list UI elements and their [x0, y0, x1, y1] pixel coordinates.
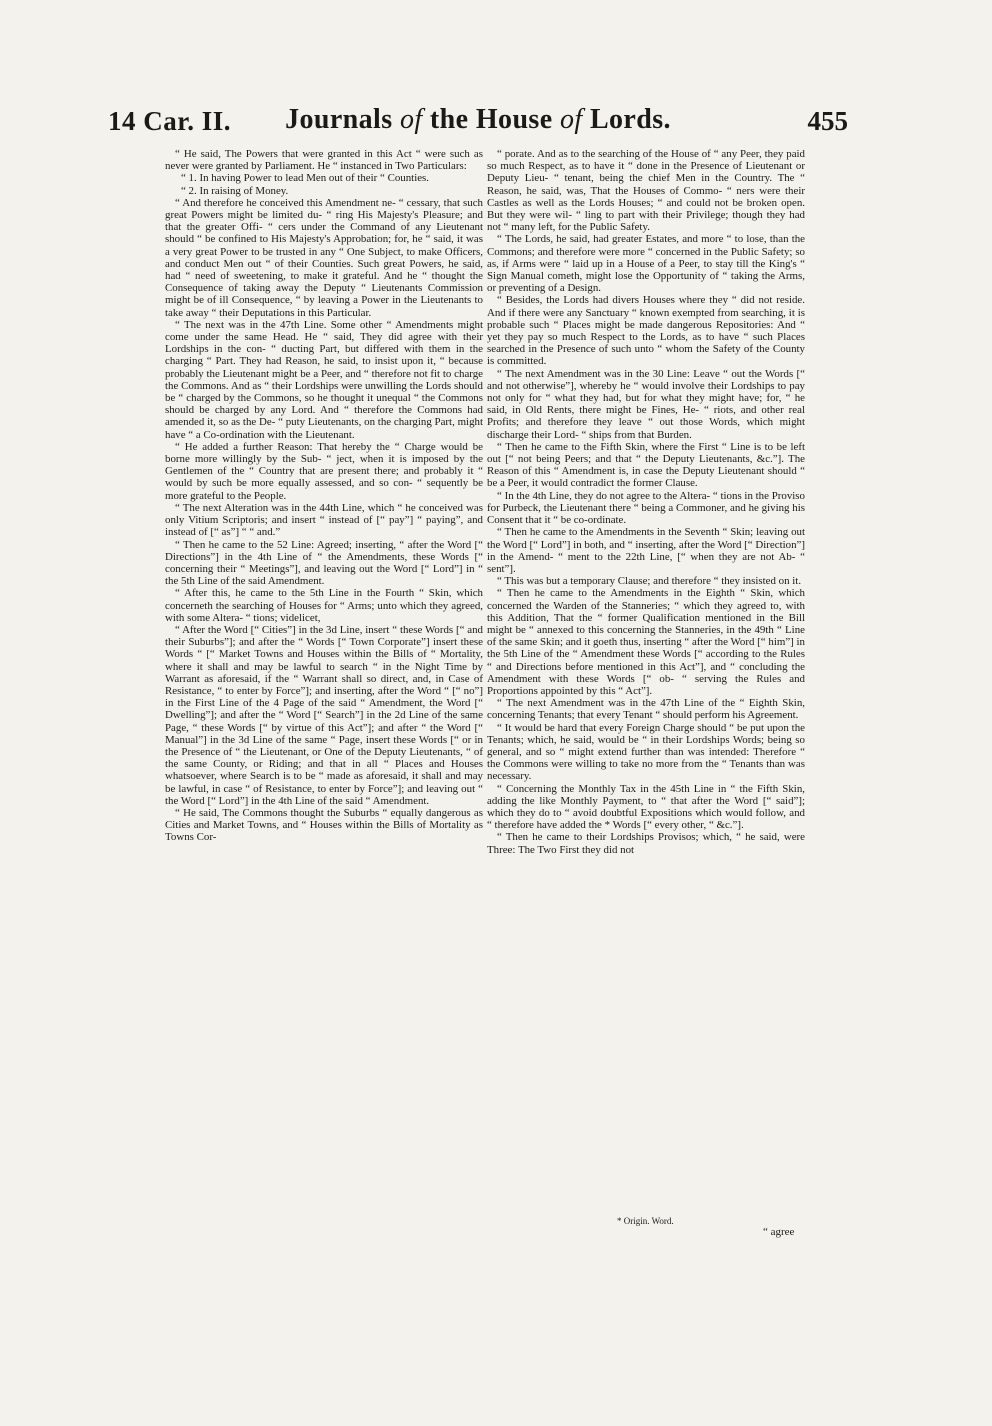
paragraph: “ After the Word [“ Cities”] in the 3d Line, insert “ these Words [“ and their Suburbs”]; and after the “ Words [“ Town Corporate”] insert these Words “ [“ Market Towns and Houses within the Bills of “ Mortality, where it shall and may be lawful to search “ in the Night Time by Warrant as aforesaid, if the “ Warrant shall so direct, and, in Case of Resistance, “ to enter by Force”]; and inserting, after the Word “ [“ no”] in the First Line of the 4 Page of the said “ Amendment, the Word [“ Dwelling”]; and after the “ Word [“ Search”] in the 2d Line of the same Page, “ these Words [“ by virtue of this Act”]; and after “ the Word [“ Manual”] in the 3d Line of the same “ Page, insert these Words [“ or in the Presence of “ the Lieutenant, or One of the Deputy Lieutenants, “ of the same County, or Riding; and that in all “ Places and Houses whatsoever, where Search is to be “ made as aforesaid, it shall and may be lawful, in case “ of Resistance, to enter by Force”]; and leaving out “ the Word [“ Lord”] in the 4th Line of the said “ Amendment.	[165, 623, 483, 807]
paragraph: “ He added a further Reason: That hereby the “ Charge would be borne more willingly by the Sub- “ ject, when it is imposed by the Gentlemen of the “ Country that are present there; and probably it “ would by such be more equally assessed, and so con- “ sequently be more grateful to the People.	[165, 440, 483, 502]
paragraph: “ Concerning the Monthly Tax in the 45th Line in “ the Fifth Skin, adding the like Monthly Payment, to “ that after the Word [“ said”]; which they do to “ avoid doubtful Expositions which would follow, and “ therefore have added the * Words [“ every other, “ &c.”].	[487, 782, 805, 832]
paragraph: “ Then he came to the 52 Line: Agreed; inserting, “ after the Word [“ Directions”] in the 4th Line of “ the Amendments, these Words [“ concerning their “ Meetings”], and leaving out the Word [“ Lord”] in “ the 5th Line of the said Amendment.	[165, 538, 483, 588]
title-part: the	[422, 104, 476, 135]
paragraph: “ Then he came to the Amendments in the Seventh “ Skin; leaving out the Word [“ Lord”] in both, and “ inserting, after the Word [“ Direction”] in the Amend- “ ment to the 22th Line, [“ when they are not Ab- “ sent”].	[487, 526, 805, 575]
paragraph: “ Then he came to their Lordships Provisos; which, “ he said, were Three: The Two First they did not	[487, 831, 805, 856]
running-head-left: 14 Car. II.	[108, 106, 232, 136]
title-part: House	[475, 104, 553, 135]
paragraph: “ He said, The Commons thought the Suburbs “ equally dangerous as Cities and Market Towns, and “ Houses within the Bills of Mortality as Towns Cor-	[165, 806, 483, 844]
title-part	[553, 104, 560, 135]
title-part: of	[399, 104, 423, 135]
title-part: Journals	[285, 104, 400, 135]
paragraph: “ It would be hard that every Foreign Charge should “ be put upon the Tenants; which, he said, would be “ in their Lordships Words; being so general, and so “ might extend further than was intended: Therefore “ the Commons were willing to take no more from the “ Tenants than was necessary.	[487, 721, 805, 783]
paragraph: “ The next Alteration was in the 44th Line, which “ he conceived was only Vitium Scriptoris; and insert “ instead of [“ pay”] “ paying”, and instead of [“ as”] “ “ and.”	[165, 501, 483, 539]
paragraph: “ The next Amendment was in the 47th Line of the “ Eighth Skin, concerning Tenants; that every Tenant “ should perform his Agreement.	[487, 697, 805, 722]
list-item: “ 1. In having Power to lead Men out of their “ Counties.	[181, 172, 430, 185]
title-part: Lords.	[582, 104, 671, 135]
list-item: “ 2. In raising of Money.	[181, 184, 289, 197]
paragraph: “ porate. And as to the searching of the House of “ any Peer, they paid so much Respect, as to have it “ done in the Presence of Lieutenant or Deputy Lieu- “ tenant, being the chief Men in the Country. The “ Reason, he said, was, That the Houses of Commo- “ ners were their Castles as well as the Lords Houses; “ and could not be broken open. But they were wil- “ ling to part with their Privilege; though they had not “ many left, for the Public Safety.	[487, 148, 805, 234]
paragraph: “ After this, he came to the 5th Line in the Fourth “ Skin, which concerneth the searching of Houses for “ Arms; unto which they agreed, with some Altera- “ tions; videlicet,	[165, 587, 483, 624]
page-header	[108, 104, 848, 144]
paragraph: “ The Lords, he said, had greater Estates, and more “ to lose, than the Commons; and therefore were more “ concerned in the Public Safety; so as, if Arms were “ laid up in a House of a Peer, to stay till the King's “ Sign Manual cometh, might lose the Opportunity of “ taking the Arms, or preventing of a Design.	[487, 233, 805, 295]
catchword: “ agree	[763, 1226, 795, 1238]
left-column	[165, 148, 483, 844]
title-part: of	[559, 104, 583, 135]
paragraph: “ The next Amendment was in the 30 Line: Leave “ out the Words [“ and not otherwise”], whereby he “ would involve their Lordships to pay not only for “ what they had, but for what they might have; for, “ he said, in Old Rents, there might be Fines, He- “ riots, and other real Profits; and therefore they leave “ out those Words, which might discharge their Lord- “ ships from that Burden.	[487, 367, 805, 441]
running-title	[108, 104, 848, 136]
right-column	[487, 148, 805, 856]
paragraph: “ He said, The Powers that were granted in this Act “ were such as never were granted by Parliament. He “ instanced in Two Particulars:	[165, 148, 483, 173]
paragraph: “ Then he came to the Amendments in the Eighth “ Skin, which concerned the Warden of the Stanneries; “ which they agreed to, with this Addition, That the “ former Qualification mentioned in the Bill might be “ annexed to this concerning the Stanneries, in the 49th “ Line of the same Skin; and it goeth thus, inserting “ after the Word [“ him”] in the 5th Line of the “ Amendment these Words [“ according to the Rules “ and Directions before mentioned in this Act”], and “ concluding the Amendment with these Words [“ ob- “ serving the Rules and Proportions appointed by this “ Act”].	[487, 587, 805, 697]
paragraph: “ This was but a temporary Clause; and therefore “ they insisted on it.	[497, 575, 802, 588]
footnote: * Origin. Word.	[617, 1216, 674, 1226]
paragraph: “ The next was in the 47th Line. Some other “ Amendments might come under the same Head. He “ said, They did agree with their Lordships in the con- “ ducting Part, but differed with them in the charging “ Part. They had Reason, he said, to insist upon it, “ because probably the Lieutenant might be a Peer, and “ therefore not fit to charge the Commons. And as “ their Lordships were unwilling the Lords should be “ charged by the Commons, so he thought it unequal “ the Commons should be charged by any Lord. And “ therefore the Commons had amended it, so as the De- “ puty Lieutenants, on the charging Part, might have “ a Co-ordination with the Lieutenant.	[165, 318, 483, 441]
paragraph: “ Besides, the Lords had divers Houses where they “ did not reside. And if there were any Sanctuary “ known exempted from searching, it is probable such “ Places might be made dangerous Repositories: And “ yet they pay so much Respect to the Lords, as to have “ such Places searched in the Presence of such unto “ whom the Safety of the County is committed.	[487, 294, 805, 368]
paragraph: “ Then he came to the Fifth Skin, where the First “ Line is to be left out [“ not being Peers; and that “ the Deputy Lieutenants, &c.”]. The Reason of this “ Amendment is, in case the Deputy Lieutenant should “ be a Peer, it would contradict the former Clause.	[487, 440, 805, 490]
page-number: 455	[807, 106, 848, 136]
paragraph: “ In the 4th Line, they do not agree to the Altera- “ tions in the Proviso for Purbeck, the Lieutenant there “ being a Commoner, and he giving his Consent that it “ be co-ordinate.	[487, 489, 805, 527]
paragraph: “ And therefore he conceived this Amendment ne- “ cessary, that such great Powers might be limited du- “ ring His Majesty's Pleasure; and that the greater Offi- “ cers under the Command of any Lieutenant should “ be confined to His Majesty's Approbation; for, he “ said, it was a very great Power to be trusted in any “ One Subject, to make Officers, and conduct Men out “ of their Counties. Such great Powers, he said, had “ need of sweetening, to make it grateful. And he “ thought the Consequence of taking away the Deputy “ Lieutenants Commission might be of ill Consequence, “ by leaving a Power in the Lieutenants to take away “ their Deputations in this Particular.	[165, 196, 483, 319]
